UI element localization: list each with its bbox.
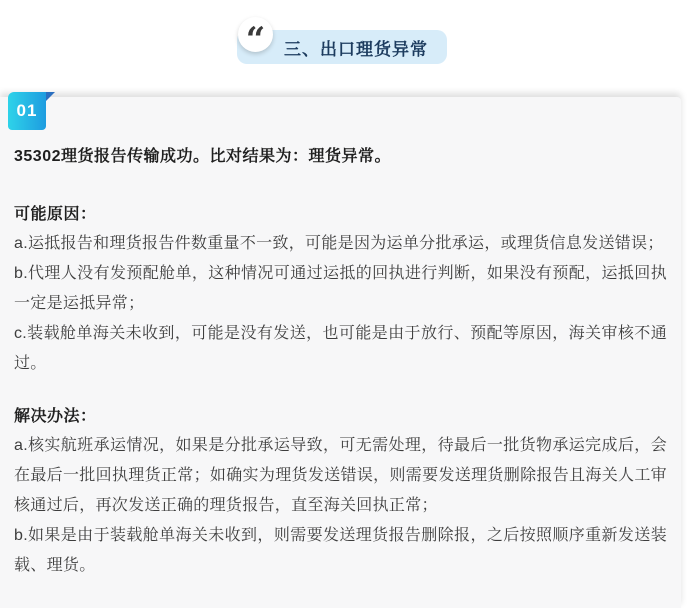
- quote-icon: [238, 17, 273, 52]
- page-title: 三、出口理货异常: [284, 39, 428, 59]
- intro-text: 35302理货报告传输成功。比对结果为：理货异常。: [14, 148, 391, 165]
- quote-glyph: “: [245, 20, 266, 52]
- causes-heading: 可能原因：: [14, 206, 97, 223]
- number-badge-label: 01: [16, 101, 38, 120]
- number-badge: [8, 92, 46, 130]
- content-card: [0, 97, 681, 608]
- badge-fold: [46, 92, 55, 101]
- solution-item-a: a.核实航班承运情况，如果是分批承运导致，可无需处理，待最后一批货物承运完成后，会在最后一批回执理货正常；如确实为理货发送错误，则需要发送理货删除报告且海关人工审核通过后，再次发送正确的理货报告，直至海关回执正常；: [14, 437, 667, 514]
- cause-item-c: c.装载舱单海关未收到，可能是没有发送，也可能是由于放行、预配等原因，海关审核不通过。: [14, 325, 667, 372]
- header: [0, 0, 689, 97]
- cause-item-b: b.代理人没有发预配舱单，这种情况可通过运抵的回执进行判断，如果没有预配，运抵回执一定是运抵异常；: [14, 265, 667, 312]
- solution-item-b: b.如果是由于装载舱单海关未收到，则需要发送理货报告删除报，之后按照顺序重新发送装载、理货。: [14, 527, 667, 574]
- solutions-heading: 解决办法：: [14, 408, 97, 425]
- cause-item-a: a.运抵报告和理货报告件数重量不一致，可能是因为运单分批承运，或理货信息发送错误；: [14, 235, 664, 252]
- section-title-pill: [237, 20, 447, 64]
